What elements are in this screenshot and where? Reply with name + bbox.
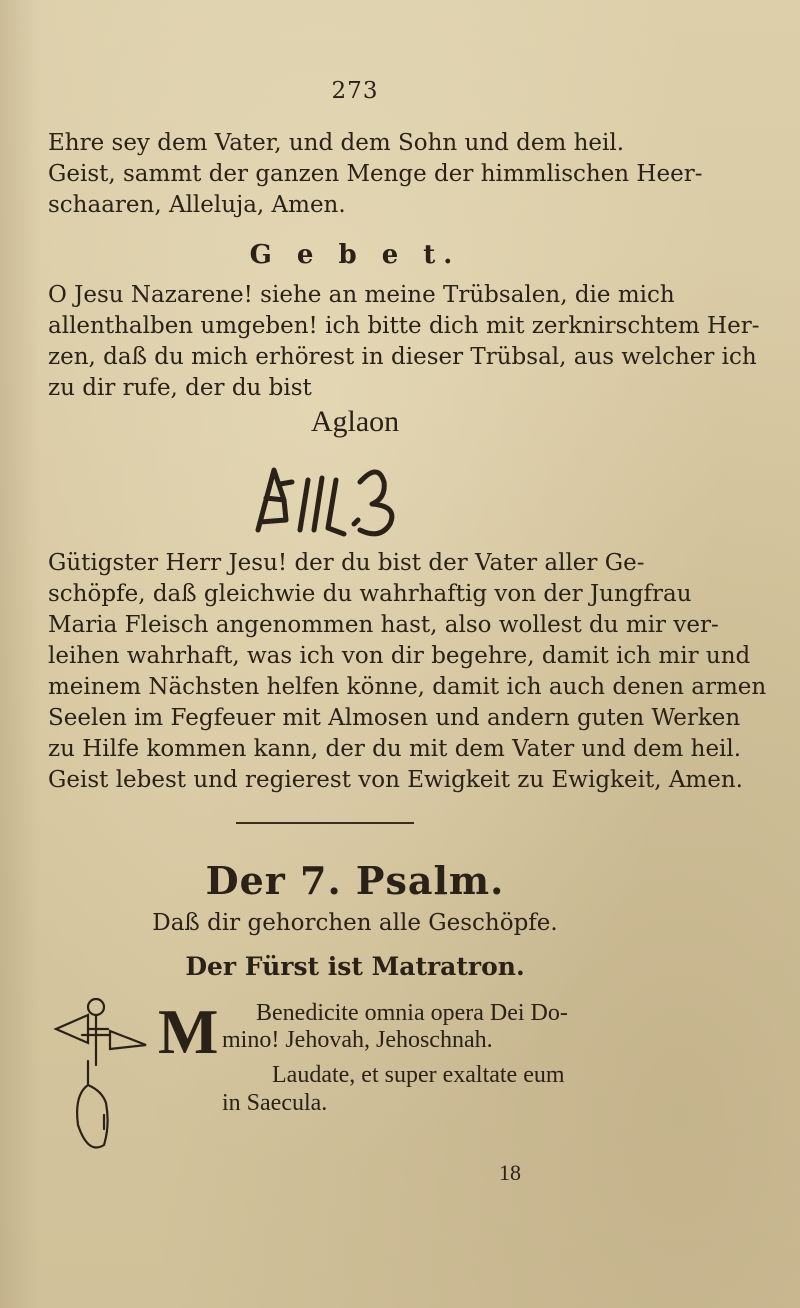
cabalistic-monogram-glyph	[240, 460, 470, 540]
text-line: schöpfe, daß gleichwie du wahrhaftig von der Jungfrau	[48, 581, 692, 607]
prayer-paragraph-1	[48, 280, 760, 404]
latin-verse-line: in Saecula.	[222, 1090, 328, 1116]
latin-verse-line: mino! Jehovah, Jehoschnah.	[222, 1027, 493, 1053]
signature-mark: 18	[499, 1160, 521, 1185]
text-line: Geist, sammt der ganzen Menge der himmlischen Heer-	[48, 161, 703, 187]
text-line: meinem Nächsten helfen könne, damit ich auch denen armen	[48, 674, 767, 700]
text-line: leihen wahrhaft, was ich von dir begehre, damit ich mir und	[48, 643, 751, 669]
text-line: Maria Fleisch angenommen hast, also wollest du mir ver-	[48, 612, 719, 638]
text-line: Seelen im Fegfeuer mit Almosen und andern guten Werken	[48, 705, 741, 731]
aglaon-word: Aglaon	[310, 405, 400, 438]
psalm-prince-line: Der Fürst ist Matratron.	[185, 952, 525, 981]
psalm-subtitle: Daß dir gehorchen alle Geschöpfe.	[152, 910, 558, 936]
text-line: Ehre sey dem Vater, und dem Sohn und dem heil.	[48, 130, 625, 156]
text-line: Gütigster Herr Jesu! der du bist der Vater aller Ge-	[48, 550, 645, 576]
page-number: 273	[331, 78, 379, 104]
text-line: Geist lebest und regierest von Ewigkeit zu Ewigkeit, Amen.	[48, 767, 743, 793]
drop-cap-letter: M	[158, 996, 219, 1067]
gebet-heading: G e b e t.	[249, 240, 461, 270]
doxology-paragraph	[48, 128, 703, 221]
text-line: O Jesu Nazarene! siehe an meine Trübsalen, die mich	[48, 282, 675, 308]
latin-verse-line: Benedicite omnia opera Dei Do-	[256, 1000, 568, 1026]
text-line: allenthalben umgeben! ich bitte dich mit zerknirschtem Her-	[48, 313, 760, 339]
prayer-paragraph-2	[48, 548, 767, 796]
page-edge-stain	[0, 0, 40, 1308]
section-divider	[236, 822, 414, 824]
text-line: schaaren, Alleluja, Amen.	[48, 192, 346, 218]
text-line: zen, daß du mich erhörest in dieser Trübsal, aus welcher ich	[48, 344, 757, 370]
psalm-title: Der 7. Psalm.	[205, 858, 505, 903]
text-line: zu Hilfe kommen kann, der du mit dem Vater und dem heil.	[48, 736, 742, 762]
text-line: zu dir rufe, der du bist	[48, 375, 312, 401]
magic-sigil-icon	[48, 995, 168, 1165]
latin-verse-line: Laudate, et super exaltate eum	[272, 1062, 565, 1088]
